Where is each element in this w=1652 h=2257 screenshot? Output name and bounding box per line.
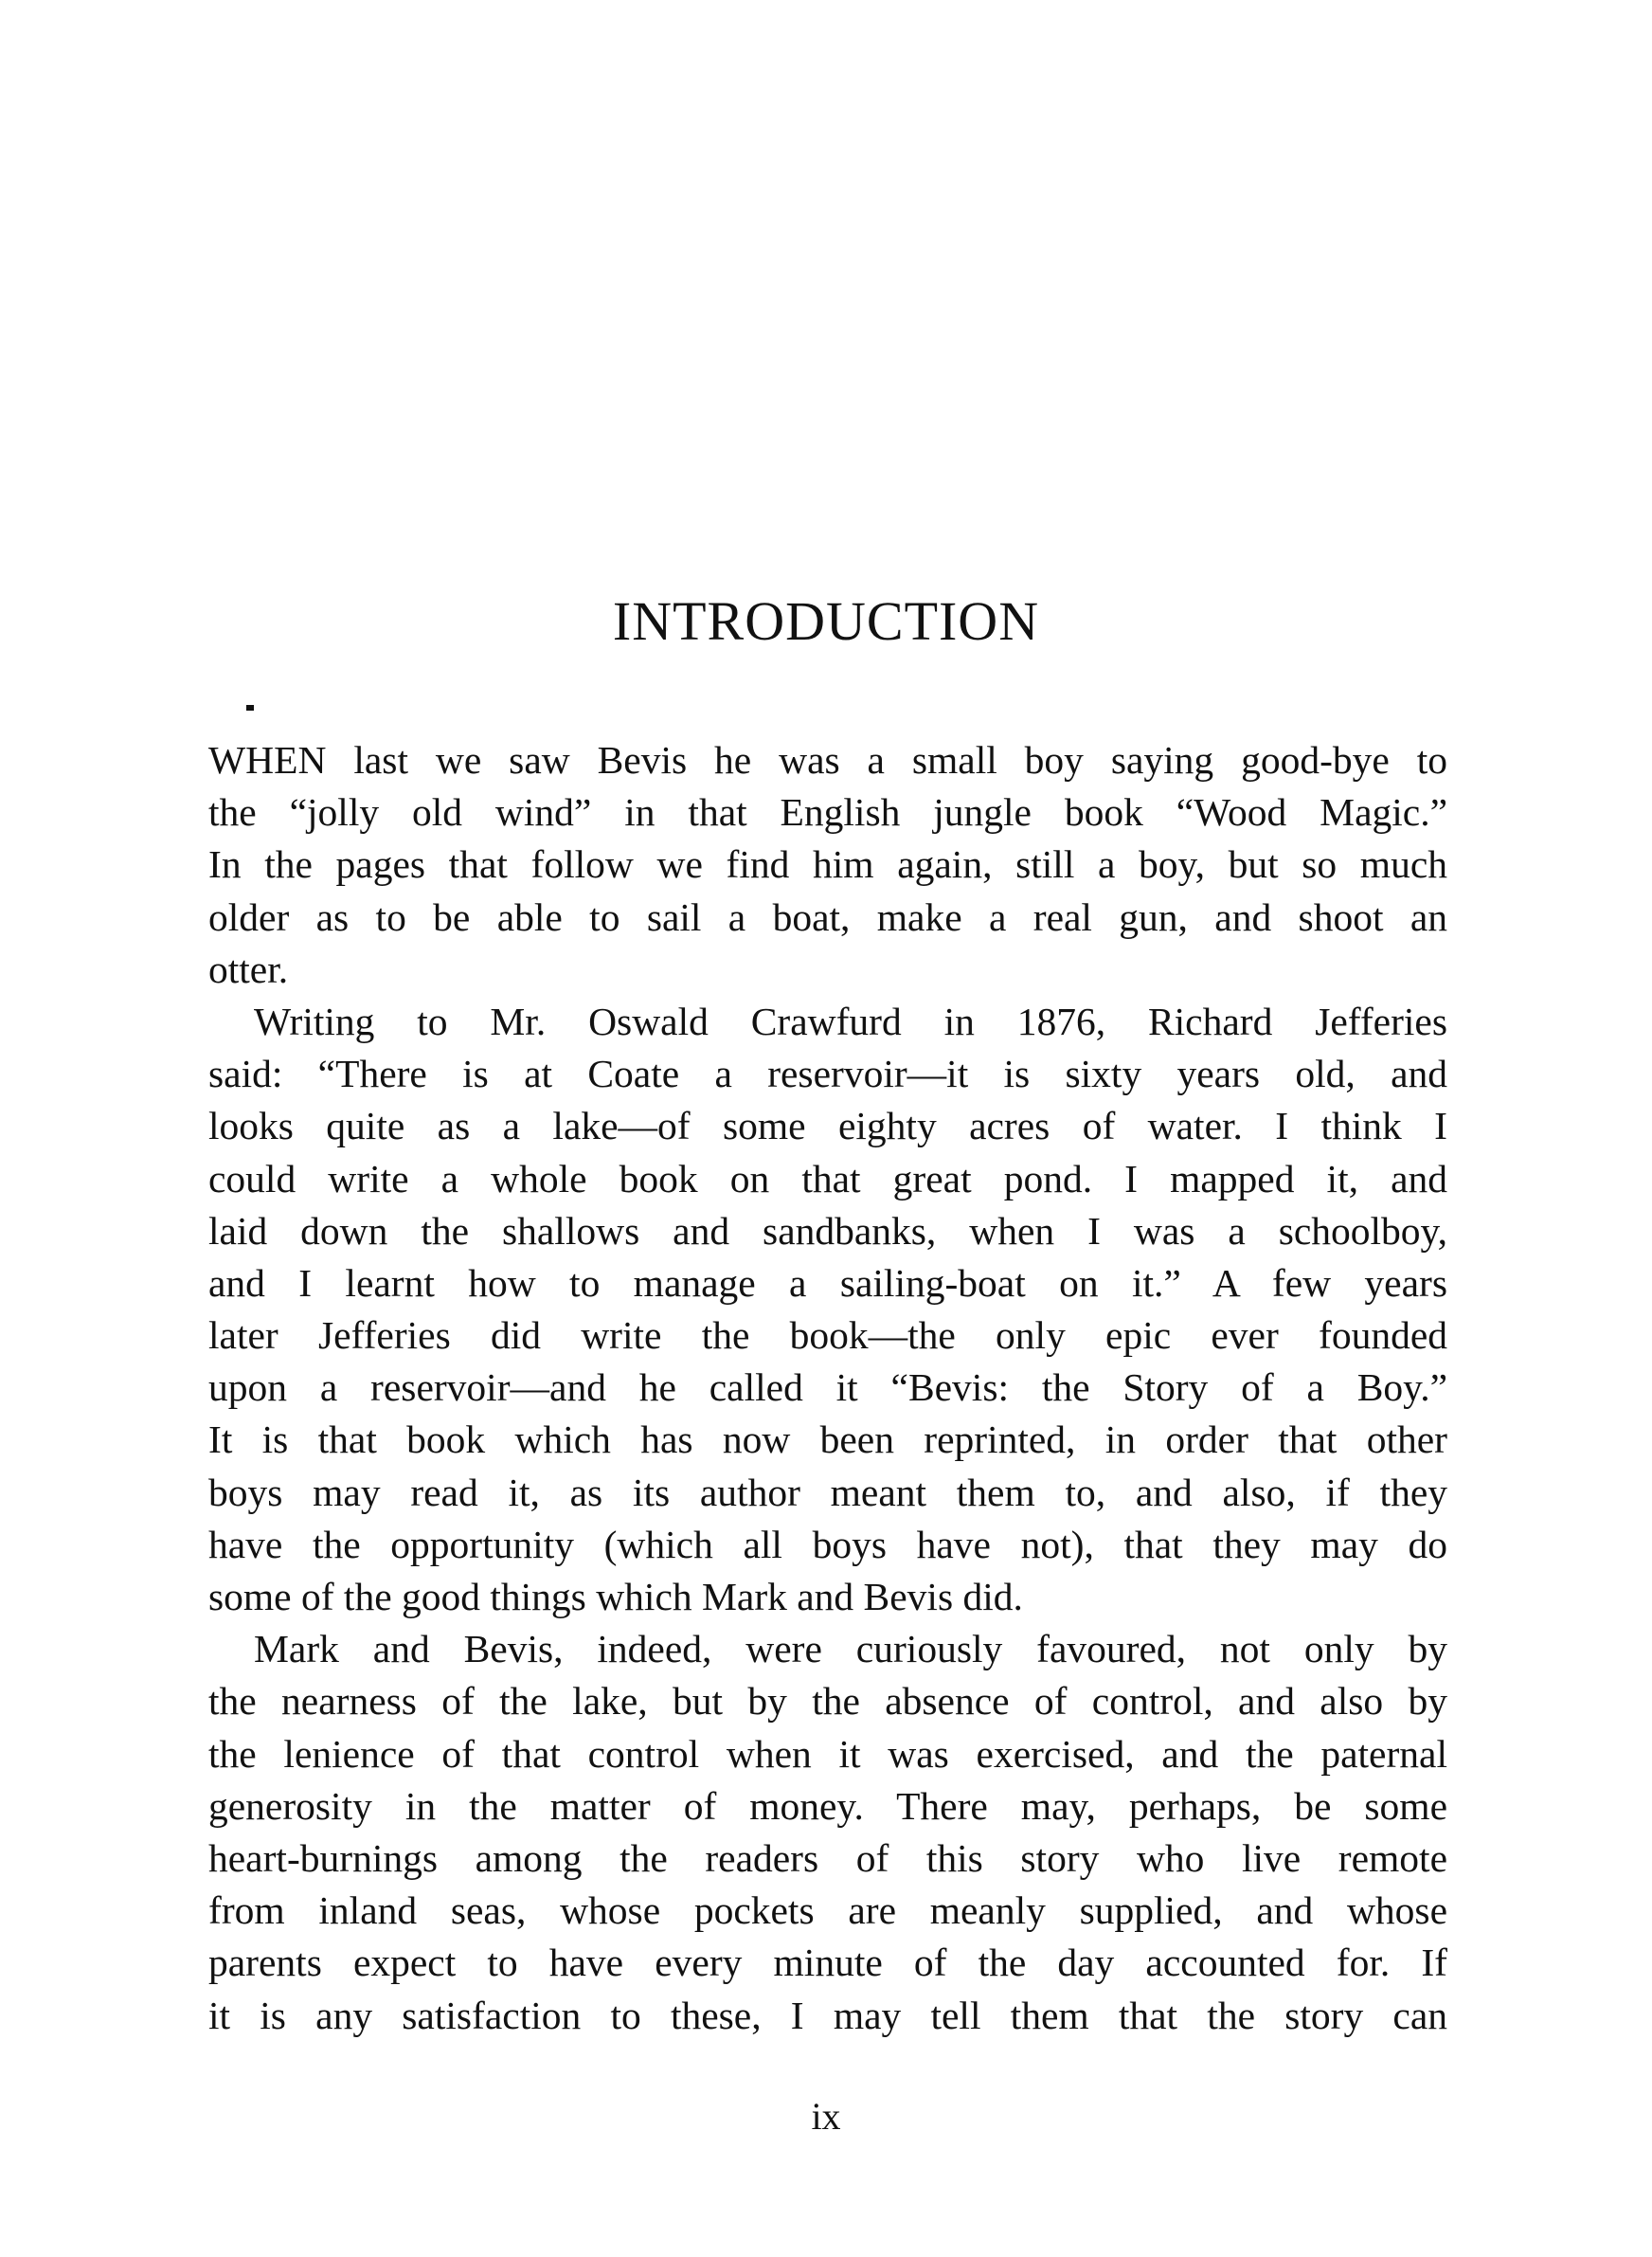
text-line: looks quite as a lake—of some eighty acres of water. I think I — [208, 1104, 1447, 1148]
text-line: upon a reservoir—and he called it “Bevis: the Story of a Boy.” — [208, 1365, 1447, 1410]
text-line: it is any satisfaction to these, I may tell them that the story can — [208, 1993, 1447, 2037]
text-line: some of the good things which Mark and Bevis did. — [208, 1575, 1023, 1618]
text-line: In the pages that follow we find him again, still a boy, but so much — [208, 842, 1447, 887]
text-line: generosity in the matter of money. There may, perhaps, be some — [208, 1783, 1447, 1828]
text-line: said: “There is at Coate a reservoir—it is sixty years old, and — [208, 1052, 1447, 1096]
text-line: and I learnt how to manage a sailing-boat on it.” A few years — [208, 1260, 1447, 1305]
text-line: older as to be able to sail a boat, make a real gun, and shoot an — [208, 894, 1447, 939]
text-line: parents expect to have every minute of the day accounted for. If — [208, 1941, 1447, 1985]
text-line: later Jefferies did write the book—the only epic ever founded — [208, 1313, 1447, 1358]
text-line: the “jolly old wind” in that English jungle book “Wood Magic.” — [208, 790, 1447, 835]
text-line: from inland seas, whose pockets are meanly supplied, and whose — [208, 1888, 1447, 1933]
body-text — [208, 734, 1447, 2042]
text-line: could write a whole book on that great pond. I mapped it, and — [208, 1156, 1447, 1201]
text-line: heart-burnings among the readers of this story who live remote — [208, 1835, 1447, 1880]
text-line: Writing to Mr. Oswald Crawfurd in 1876, Richard Jefferies — [254, 999, 1447, 1043]
text-line: boys may read it, as its author meant them to, and also, if they — [208, 1470, 1447, 1514]
page-title: INTRODUCTION — [612, 590, 1040, 652]
text-line: Mark and Bevis, indeed, were curiously favoured, not only by — [254, 1627, 1447, 1671]
page-number: ix — [811, 2095, 841, 2138]
text-line: otter. — [208, 947, 289, 991]
ink-mark — [246, 705, 254, 711]
text-line: WHEN last we saw Bevis he was a small boy saying good-bye to — [208, 738, 1447, 782]
text-line: the lenience of that control when it was exercised, and the paternal — [208, 1731, 1447, 1776]
text-line: the nearness of the lake, but by the absence of control, and also by — [208, 1679, 1447, 1724]
text-line: It is that book which has now been reprinted, in order that other — [208, 1417, 1447, 1462]
text-line: laid down the shallows and sandbanks, when I was a schoolboy, — [208, 1208, 1447, 1253]
text-line: have the opportunity (which all boys have not), that they may do — [208, 1522, 1447, 1566]
